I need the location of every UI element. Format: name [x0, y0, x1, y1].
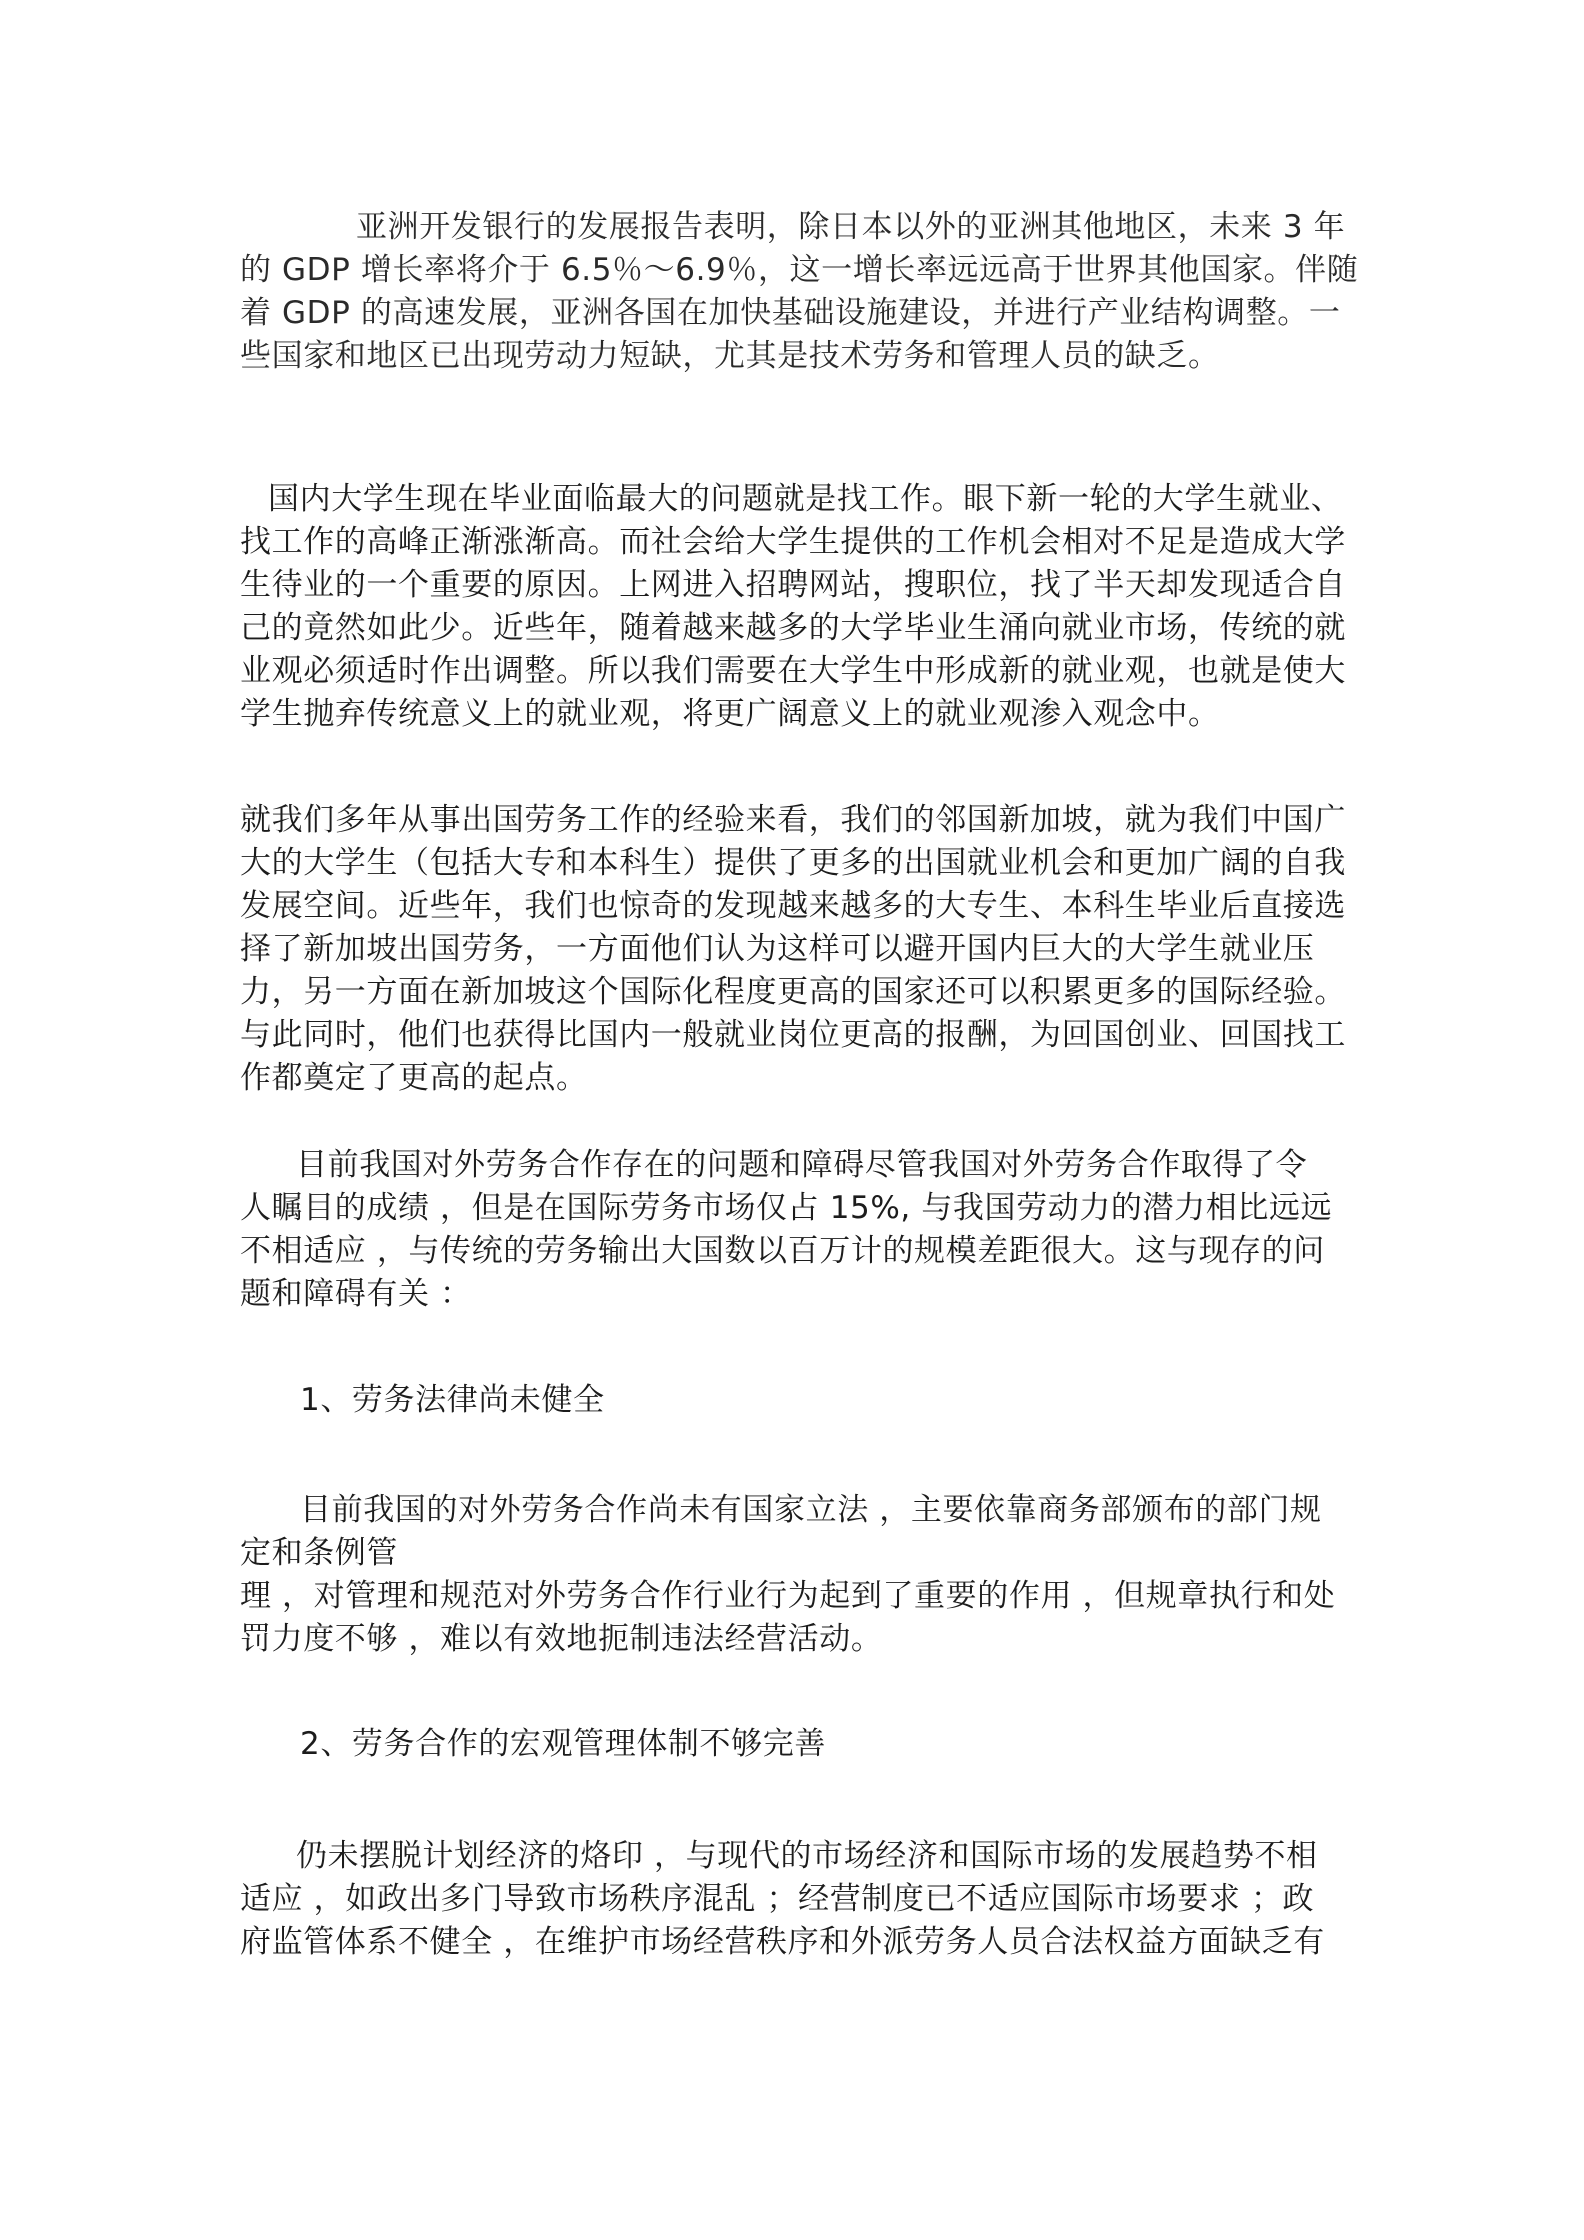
- paragraph-2-line-4: 己的竟然如此少。近些年，随着越来越多的大学毕业生涌向就业市场，传统的就: [240, 610, 1346, 646]
- paragraph-1-line-3: 着 GDP 的高速发展，亚洲各国在加快基础设施建设，并进行产业结构调整。一: [240, 295, 1341, 331]
- paragraph-3-line-3: 发展空间。近些年，我们也惊奇的发现越来越多的大专生、本科生毕业后直接选: [240, 888, 1346, 924]
- section-heading-2: 2、劳务合作的宏观管理体制不够完善: [300, 1726, 826, 1762]
- paragraph-4-line-3: 不相适应 ，与传统的劳务输出大国数以百万计的规模差距很大。这与现存的问: [240, 1233, 1325, 1269]
- section-heading-1: 1、劳务法律尚未健全: [300, 1382, 605, 1418]
- paragraph-4-line-4: 题和障碍有关 ：: [240, 1276, 472, 1312]
- paragraph-5-line-3: 理 ，对管理和规范对外劳务合作行业行为起到了重要的作用 ，但规章执行和处: [240, 1578, 1336, 1614]
- paragraph-2-line-6: 学生抛弃传统意义上的就业观，将更广阔意义上的就业观渗入观念中。: [240, 696, 1220, 732]
- paragraph-3-line-1: 就我们多年从事出国劳务工作的经验来看，我们的邻国新加坡，就为我们中国广: [240, 802, 1346, 838]
- paragraph-1-line-4: 些国家和地区已出现劳动力短缺，尤其是技术劳务和管理人员的缺乏。: [240, 338, 1220, 374]
- paragraph-5-line-4: 罚力度不够 ，难以有效地扼制违法经营活动。: [240, 1621, 883, 1657]
- paragraph-5-line-2: 定和条例管: [240, 1535, 398, 1571]
- paragraph-4-line-1: 目前我国对外劳务合作存在的问题和障碍尽管我国对外劳务合作取得了令: [296, 1147, 1308, 1183]
- paragraph-6-line-1: 仍未摆脱计划经济的烙印 ，与现代的市场经济和国际市场的发展趋势不相: [296, 1838, 1318, 1874]
- paragraph-6-line-2: 适应 ，如政出多门导致市场秩序混乱 ；经营制度已不适应国际市场要求 ；政: [240, 1881, 1315, 1917]
- paragraph-1-line-2: 的 GDP 增长率将介于 6.5％～6.9％，这一增长率远远高于世界其他国家。伴随: [240, 252, 1359, 288]
- paragraph-2-line-3: 生待业的一个重要的原因。上网进入招聘网站，搜职位，找了半天却发现适合自: [240, 567, 1346, 603]
- paragraph-4-line-2: 人瞩目的成绩 ，但是在国际劳务市场仅占 15%, 与我国劳动力的潜力相比远远: [240, 1190, 1333, 1226]
- paragraph-6-line-3: 府监管体系不健全 ，在维护市场经营秩序和外派劳务人员合法权益方面缺乏有: [240, 1924, 1325, 1960]
- paragraph-2-line-5: 业观必须适时作出调整。所以我们需要在大学生中形成新的就业观，也就是使大: [240, 653, 1346, 689]
- paragraph-5-line-1: 目前我国的对外劳务合作尚未有国家立法 ，主要依靠商务部颁布的部门规: [300, 1492, 1322, 1528]
- paragraph-3-line-2: 大的大学生（包括大专和本科生）提供了更多的出国就业机会和更加广阔的自我: [240, 845, 1346, 881]
- paragraph-1-line-1: 亚洲开发银行的发展报告表明，除日本以外的亚洲其他地区，未来 3 年: [356, 209, 1346, 245]
- paragraph-2-line-2: 找工作的高峰正渐涨渐高。而社会给大学生提供的工作机会相对不足是造成大学: [240, 524, 1346, 560]
- paragraph-3-line-7: 作都奠定了更高的起点。: [240, 1060, 588, 1096]
- paragraph-3-line-4: 择了新加坡出国劳务，一方面他们认为这样可以避开国内巨大的大学生就业压: [240, 931, 1315, 967]
- paragraph-3-line-5: 力，另一方面在新加坡这个国际化程度更高的国家还可以积累更多的国际经验。: [240, 974, 1346, 1010]
- paragraph-3-line-6: 与此同时，他们也获得比国内一般就业岗位更高的报酬，为回国创业、回国找工: [240, 1017, 1346, 1053]
- paragraph-2-line-1: 国内大学生现在毕业面临最大的问题就是找工作。眼下新一轮的大学生就业、: [268, 481, 1343, 517]
